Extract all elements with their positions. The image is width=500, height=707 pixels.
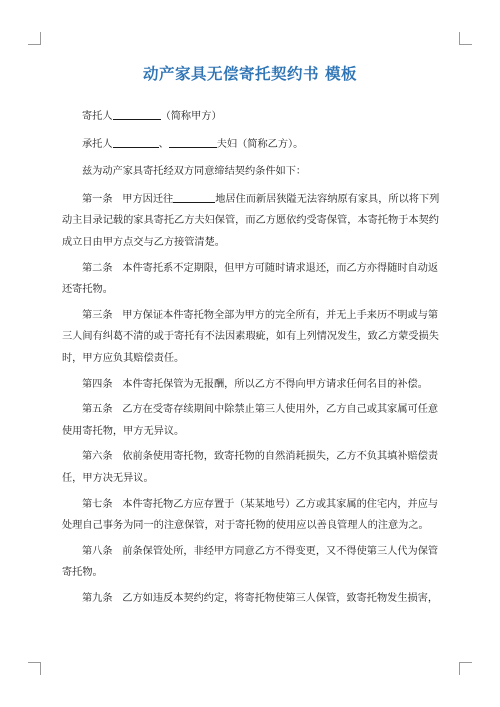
- article-5: [62, 399, 438, 442]
- article-line: 动主目录记载的家具寄托乙方夫妇保管，而乙方愿依约受寄保管，本寄托物于本契约: [62, 215, 439, 227]
- article-line: [62, 305, 438, 327]
- destination-blank: [173, 191, 215, 203]
- crop-mark-bottom-right: [459, 662, 472, 675]
- article-line: [62, 588, 438, 610]
- trustee-separator: 、: [158, 138, 169, 150]
- article-label: 第一条: [82, 193, 113, 205]
- article-7: [62, 494, 438, 537]
- article-text: 甲方保证本件寄托物全部为甲方的完全所有，并无上手来历不明或与第: [122, 309, 439, 321]
- article-line: [62, 258, 438, 280]
- trustee-prefix: 承托人: [82, 138, 113, 150]
- article-label: 第七条: [82, 498, 113, 510]
- article-text: 依前条使用寄托物，致寄托物的自然消耗损失，乙方不负其填补赔偿责: [122, 451, 439, 463]
- article-line: [62, 189, 438, 211]
- trustee-suffix: 夫妇（简称乙方）。: [216, 138, 304, 150]
- article-8: [62, 541, 438, 584]
- crop-mark-bottom-left: [28, 662, 41, 675]
- document-title: 动产家具无偿寄托契约书 模板: [143, 65, 357, 83]
- article-label: 第四条: [82, 378, 113, 390]
- depositor-name-blank: [113, 108, 161, 120]
- article-9: [62, 588, 438, 610]
- article-text: 乙方如违反本契约约定，将寄托物使第三人保管，致寄托物发生损害，: [122, 592, 439, 604]
- article-line: [62, 494, 438, 516]
- article-line: 时，甲方应负其赔偿责任。: [62, 352, 185, 364]
- article-text: 本件寄托系不定期限，但甲方可随时请求退还，而乙方亦得随时自动返: [122, 262, 439, 274]
- document-body: [62, 106, 438, 613]
- article-line: [62, 541, 438, 563]
- article-line: 处理自己事务为同一的注意保管，对于寄托物的使用应以善良管理人的注意为之。: [62, 520, 429, 532]
- article-text: 地居住而新居狭隘无法容纳原有家具，所以将下列: [215, 193, 440, 205]
- article-text: 乙方在受寄存续期间中除禁止第三人使用外，乙方自己或其家属可任意: [122, 404, 439, 416]
- crop-mark-top-right: [459, 32, 472, 45]
- depositor-prefix: 寄托人: [82, 111, 113, 122]
- article-line: 任，甲方决无异议。: [62, 472, 154, 484]
- depositor-line: [62, 106, 438, 128]
- trustee-name-blank-2: [169, 136, 217, 148]
- article-text: 本件寄托物乙方应存置于（某某地号）乙方或其家属的住宅内，并应与: [122, 498, 439, 510]
- article-label: 第八条: [82, 545, 113, 557]
- trustee-line: [62, 134, 438, 156]
- article-line: 还寄托物。: [62, 284, 113, 296]
- trustee-name-blank-1: [113, 136, 159, 148]
- depositor-suffix: （简称甲方）: [160, 111, 222, 122]
- article-3: [62, 305, 438, 370]
- article-line: 三人间有纠葛不清的或于寄托有不法因素瑕疵，如有上列情况发生，致乙方蒙受损失: [62, 331, 439, 343]
- article-line: [62, 446, 438, 468]
- article-line: [62, 374, 438, 396]
- article-line: [62, 399, 438, 421]
- article-6: [62, 446, 438, 489]
- article-label: 第九条: [82, 592, 113, 604]
- article-4: [62, 374, 438, 396]
- article-label: 第六条: [82, 451, 113, 463]
- article-text: 前条保管处所，非经甲方同意乙方不得变更，又不得使第三人代为保管: [122, 545, 439, 557]
- article-label: 第五条: [82, 404, 113, 416]
- article-2: [62, 258, 438, 301]
- article-label: 第三条: [82, 309, 113, 321]
- article-line: 寄托物。: [62, 567, 103, 579]
- article-line: 使用寄托物，甲方无异议。: [62, 425, 185, 437]
- crop-mark-top-left: [28, 32, 41, 45]
- article-label: 第二条: [82, 262, 113, 274]
- article-text: 本件寄托保管为无报酬，所以乙方不得向甲方请求任何名目的补偿。: [122, 378, 428, 390]
- article-1: [62, 189, 438, 254]
- intro-line: 兹为动产家具寄托经双方同意缔结契约条件如下：: [82, 166, 307, 178]
- article-line: 成立日由甲方点交与乙方接管清楚。: [62, 236, 225, 248]
- article-text: 甲方因迁往: [122, 193, 174, 205]
